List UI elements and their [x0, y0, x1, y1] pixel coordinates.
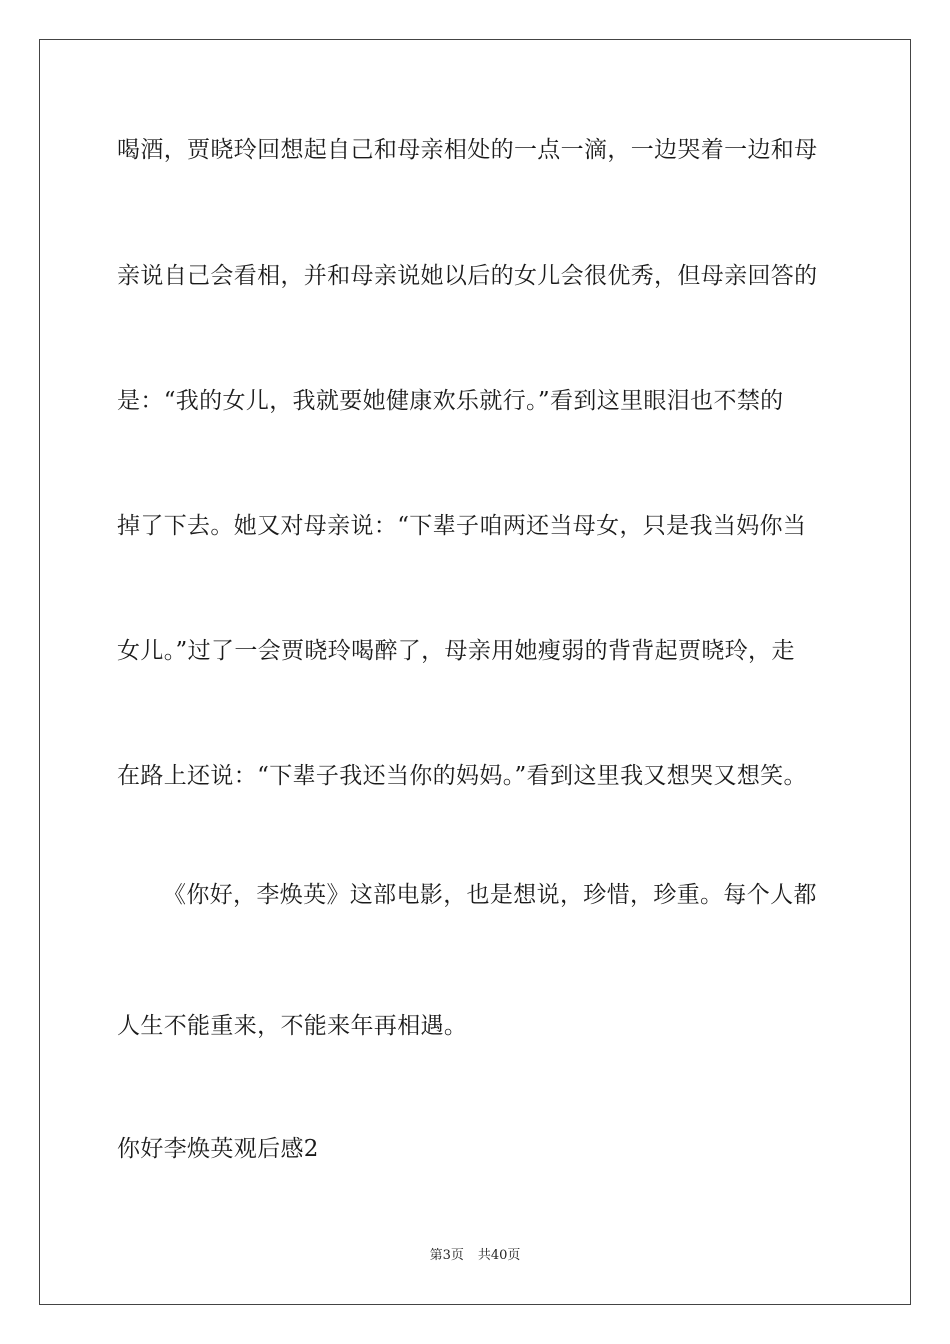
paragraph-line: 《你好，李焕英》这部电影，也是想说，珍惜，珍重。每个人都	[163, 882, 817, 908]
paragraph-line: 亲说自己会看相，并和母亲说她以后的女儿会很优秀，但母亲回答的	[117, 263, 818, 289]
page-footer	[0, 1248, 950, 1264]
page-border	[39, 39, 911, 1305]
paragraph-line: 喝酒，贾晓玲回想起自己和母亲相处的一点一滴，一边哭着一边和母	[117, 137, 818, 163]
paragraph-line: 女儿。”过了一会贾晓玲喝醉了，母亲用她瘦弱的背背起贾晓玲，走	[117, 638, 795, 664]
page-total: 共40页	[477, 1248, 521, 1263]
paragraph-line: 掉了下去。她又对母亲说：“下辈子咱两还当母女，只是我当妈你当	[117, 513, 807, 539]
paragraph-line: 人生不能重来，不能来年再相遇。	[117, 1013, 468, 1039]
section-title: 你好李焕英观后感2	[117, 1136, 319, 1162]
paragraph-line: 是：“我的女儿，我就要她健康欢乐就行。”看到这里眼泪也不禁的	[117, 388, 784, 414]
paragraph-line: 在路上还说：“下辈子我还当你的妈妈。”看到这里我又想哭又想笑。	[117, 763, 807, 789]
page-number: 第3页	[429, 1248, 464, 1263]
